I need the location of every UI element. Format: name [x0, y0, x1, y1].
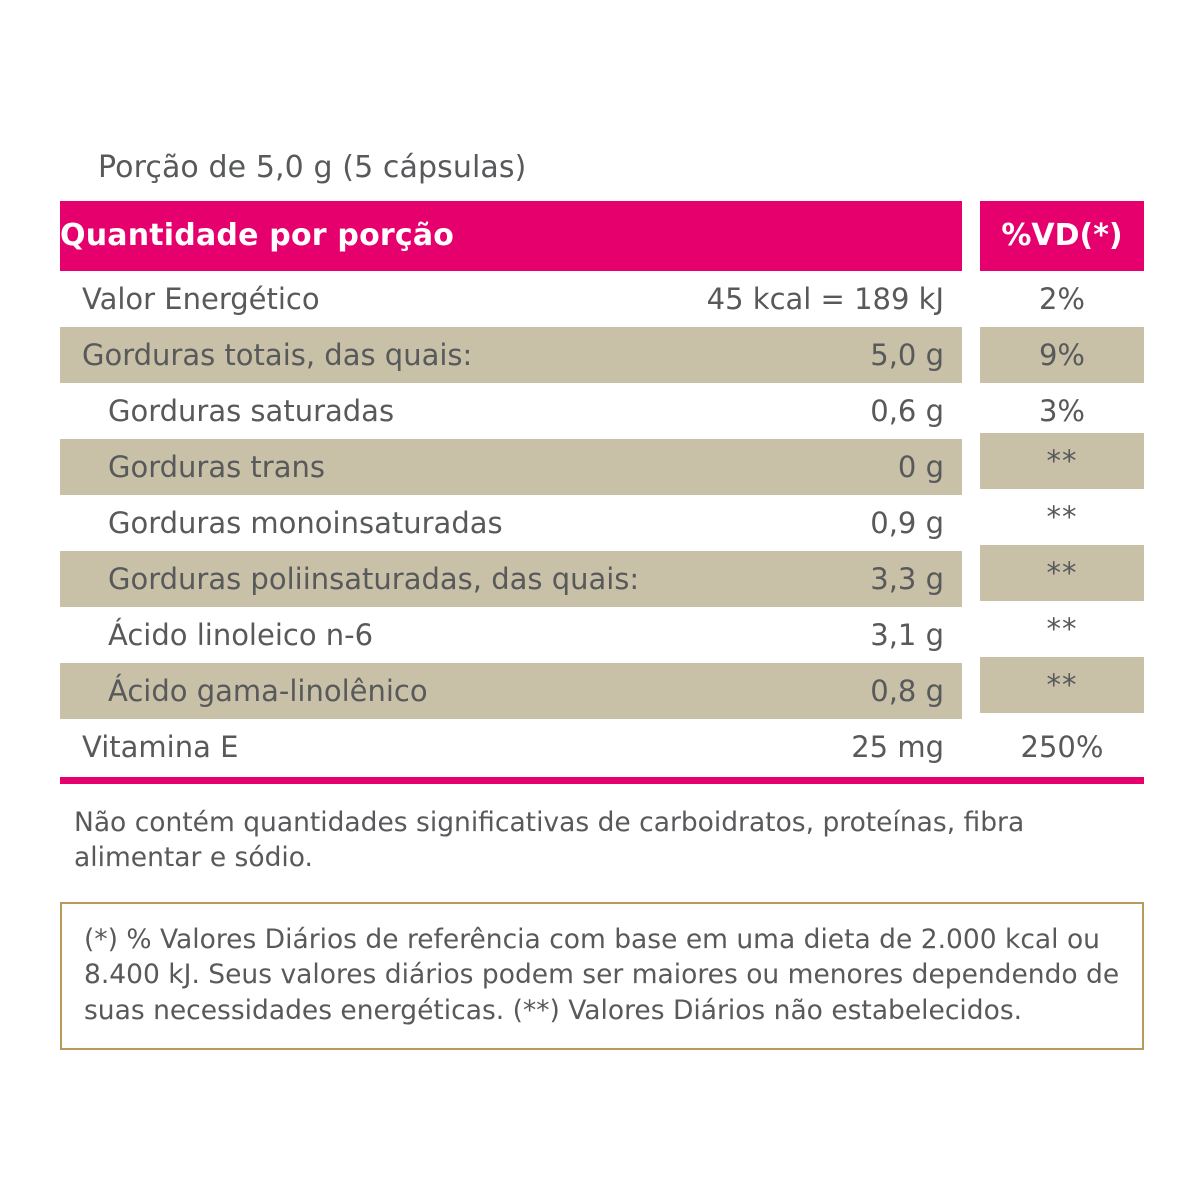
- table-row: [60, 551, 1144, 607]
- table-row: [60, 439, 1144, 495]
- row-gap: [962, 495, 980, 551]
- row-value: 0,8 g: [670, 663, 962, 719]
- row-vd: **: [980, 657, 1144, 713]
- significant-amounts-note: Não contém quantidades significativas de carboidratos, proteínas, fibra alimentar e sódio.: [74, 807, 1025, 873]
- table-row: [60, 327, 1144, 383]
- header-vd-label: %VD(*): [980, 201, 1144, 271]
- header-gap: [962, 201, 980, 271]
- row-vd: **: [980, 433, 1144, 489]
- row-name: Gorduras saturadas: [108, 394, 395, 428]
- row-name: Gorduras poliinsaturadas, das quais:: [60, 551, 670, 607]
- header-amount-label: Quantidade por porção: [60, 201, 670, 271]
- row-vd: **: [1046, 500, 1078, 534]
- row-name: Gorduras monoinsaturadas: [108, 506, 503, 540]
- header-amount-spacer: [670, 201, 962, 271]
- table-row: [60, 271, 1144, 327]
- table-row: [60, 383, 1144, 439]
- row-gap: [962, 719, 980, 775]
- row-value: 45 kcal = 189 kJ: [706, 282, 944, 316]
- row-gap: [962, 327, 980, 383]
- row-value: 5,0 g: [670, 327, 962, 383]
- row-name: Vitamina E: [82, 730, 239, 764]
- bottom-rule: [60, 777, 1144, 784]
- row-name: Gorduras totais, das quais:: [60, 327, 670, 383]
- row-name: Gorduras trans: [60, 439, 670, 495]
- row-vd: 9%: [980, 327, 1144, 383]
- table-header-row: [60, 201, 1144, 271]
- row-value: 0,6 g: [870, 394, 944, 428]
- row-vd: **: [980, 545, 1144, 601]
- row-value: 0 g: [670, 439, 962, 495]
- row-value: 25 mg: [851, 730, 944, 764]
- row-gap: [962, 439, 980, 495]
- row-gap: [962, 663, 980, 719]
- row-gap: [962, 551, 980, 607]
- row-name: Ácido linoleico n-6: [108, 618, 374, 652]
- row-name: Valor Energético: [82, 282, 320, 316]
- daily-values-disclaimer: (*) % Valores Diários de referência com base em uma dieta de 2.000 kcal ou 8.400 kJ. Seus valores diários podem ser maiores ou menores dependendo de suas necessidades energéticas. (**) Valores Diários não estabelecidos.: [60, 902, 1144, 1051]
- portion-text: Porção de 5,0 g (5 cápsulas): [98, 150, 527, 185]
- row-gap: [962, 383, 980, 439]
- row-vd: 3%: [1038, 394, 1085, 428]
- row-value: 3,1 g: [870, 618, 944, 652]
- row-value: 0,9 g: [870, 506, 944, 540]
- row-gap: [962, 607, 980, 663]
- row-vd: 250%: [1020, 730, 1104, 764]
- table-row: [60, 719, 1144, 775]
- table-row: [60, 495, 1144, 551]
- row-vd: 2%: [1038, 282, 1085, 316]
- row-name: Ácido gama-linolênico: [60, 663, 670, 719]
- nutrition-table: [60, 201, 1144, 775]
- table-row: [60, 663, 1144, 719]
- row-value: 3,3 g: [670, 551, 962, 607]
- row-gap: [962, 271, 980, 327]
- row-vd: **: [1046, 612, 1078, 646]
- table-row: [60, 607, 1144, 663]
